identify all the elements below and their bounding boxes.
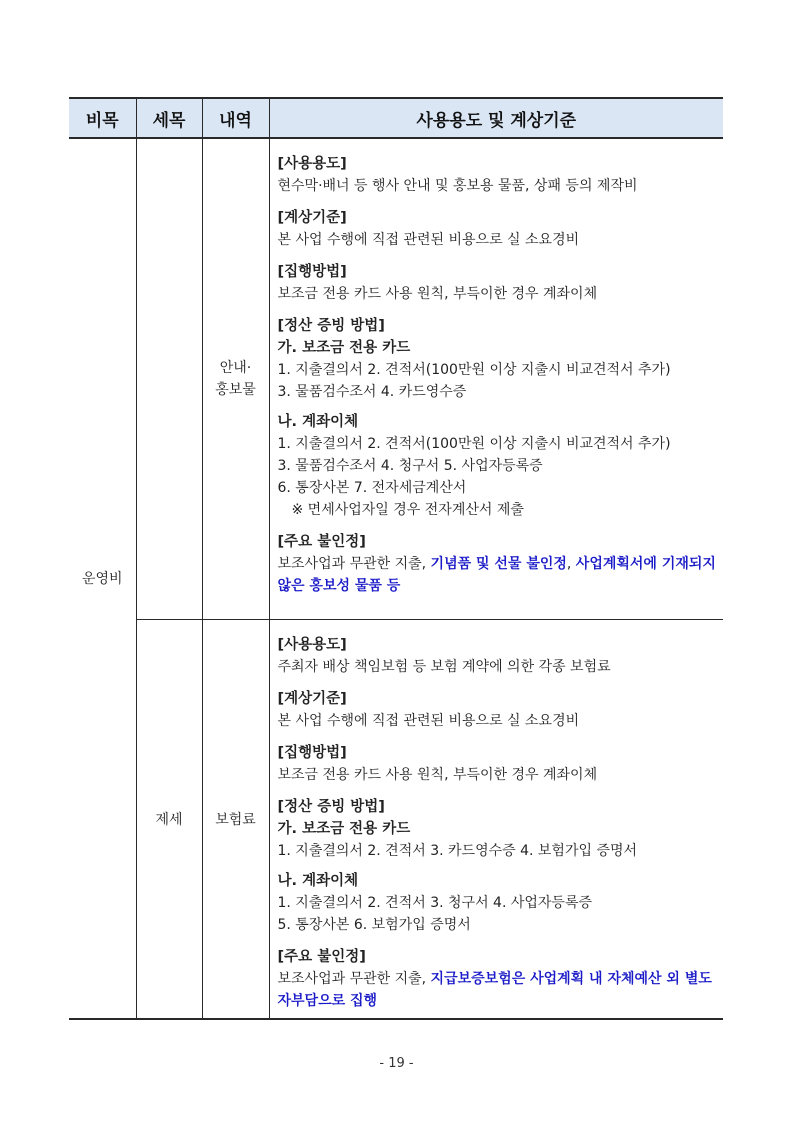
basis-text: 본 사업 수행에 직접 관련된 비용으로 실 소요경비 xyxy=(277,712,580,729)
transfer-line: 5. 통장사본 6. 보험가입 증명서 xyxy=(277,916,471,933)
naeyeok-cell xyxy=(202,138,269,619)
transfer-title: 나. 계좌이체 xyxy=(277,872,359,889)
transfer-line: 3. 물품검수조서 4. 청구서 5. 사업자등록증 xyxy=(277,458,543,474)
disallow-separator: , xyxy=(566,556,576,572)
budget-table xyxy=(69,97,723,1020)
card-line: 3. 물품검수조서 4. 카드영수증 xyxy=(277,384,467,400)
basis-label: [계상기준] xyxy=(277,210,347,226)
method-label: [집행방법] xyxy=(277,744,347,761)
disallow-label: [주요 불인정] xyxy=(277,534,366,550)
disallow-text xyxy=(278,553,720,597)
disallow-highlight-1: 기념품 및 선물 불인정 xyxy=(430,556,567,572)
disallow-prefix: 보조사업과 무관한 지출, xyxy=(277,970,431,987)
basis-text: 본 사업 수행에 직접 관련된 비용으로 실 소요경비 xyxy=(277,232,580,248)
transfer-line: 1. 지출결의서 2. 견적서 3. 청구서 4. 사업자등록증 xyxy=(277,894,592,911)
semok-cell xyxy=(136,138,202,619)
disallow-prefix: 보조사업과 무관한 지출, xyxy=(277,556,431,572)
card-line: 1. 지출결의서 2. 견적서(100만원 이상 지출시 비교견적서 추가) xyxy=(277,362,671,378)
header-semok: 세목 xyxy=(136,98,202,138)
header-usage: 사용용도 및 계상기준 xyxy=(269,98,723,138)
transfer-line: 1. 지출결의서 2. 견적서(100만원 이상 지출시 비교견적서 추가) xyxy=(277,436,671,452)
usage-text: 현수막·배너 등 행사 안내 및 홍보용 물품, 상패 등의 제작비 xyxy=(277,178,638,194)
header-bimok: 비목 xyxy=(69,98,136,138)
usage-label: [사용용도] xyxy=(277,636,347,653)
proof-label: [정산 증빙 방법] xyxy=(277,318,385,334)
disallow-label: [주요 불인정] xyxy=(277,948,366,965)
disallow-text xyxy=(278,968,720,1012)
card-line: 1. 지출결의서 2. 견적서 3. 카드영수증 4. 보험가입 증명서 xyxy=(277,842,638,859)
usage-label: [사용용도] xyxy=(277,156,347,172)
basis-label: [계상기준] xyxy=(277,690,347,707)
method-label: [집행방법] xyxy=(277,264,347,280)
disallow-highlight-1: 지급보증보험은 사업계획 내 자체예산 외 별도 자부담으로 집행 xyxy=(277,970,712,1009)
proof-label: [정산 증빙 방법] xyxy=(277,798,385,815)
bimok-cell: 운영비 xyxy=(69,138,136,1019)
card-title: 가. 보조금 전용 카드 xyxy=(277,340,411,356)
transfer-line: 6. 통장사본 7. 전자세금계산서 xyxy=(277,480,467,496)
usage-text: 주최자 배상 책임보험 등 보험 계약에 의한 각종 보험료 xyxy=(277,658,611,675)
usage-content-cell xyxy=(269,138,723,619)
page-number: - 19 - xyxy=(379,1056,414,1071)
table-row xyxy=(69,138,723,619)
naeyeok-line-1: 안내· xyxy=(219,359,252,376)
naeyeok-cell: 보험료 xyxy=(202,619,269,1019)
header-naeyeok: 내역 xyxy=(202,98,269,138)
table-header-row xyxy=(69,98,723,138)
disallow-highlight-2: 사업계획서에 기재되지 않은 홍보성 물품 등 xyxy=(277,556,716,594)
transfer-note: ※ 면세사업자일 경우 전자계산서 제출 xyxy=(291,502,524,518)
method-text: 보조금 전용 카드 사용 원칙, 부득이한 경우 계좌이체 xyxy=(277,766,598,783)
naeyeok-line-2: 홍보물 xyxy=(215,381,256,398)
method-text: 보조금 전용 카드 사용 원칙, 부득이한 경우 계좌이체 xyxy=(277,286,598,302)
semok-cell: 제세 xyxy=(136,619,202,1019)
usage-content-cell xyxy=(269,619,723,1019)
table-row xyxy=(69,619,723,1019)
card-title: 가. 보조금 전용 카드 xyxy=(277,820,411,837)
transfer-title: 나. 계좌이체 xyxy=(277,414,359,430)
